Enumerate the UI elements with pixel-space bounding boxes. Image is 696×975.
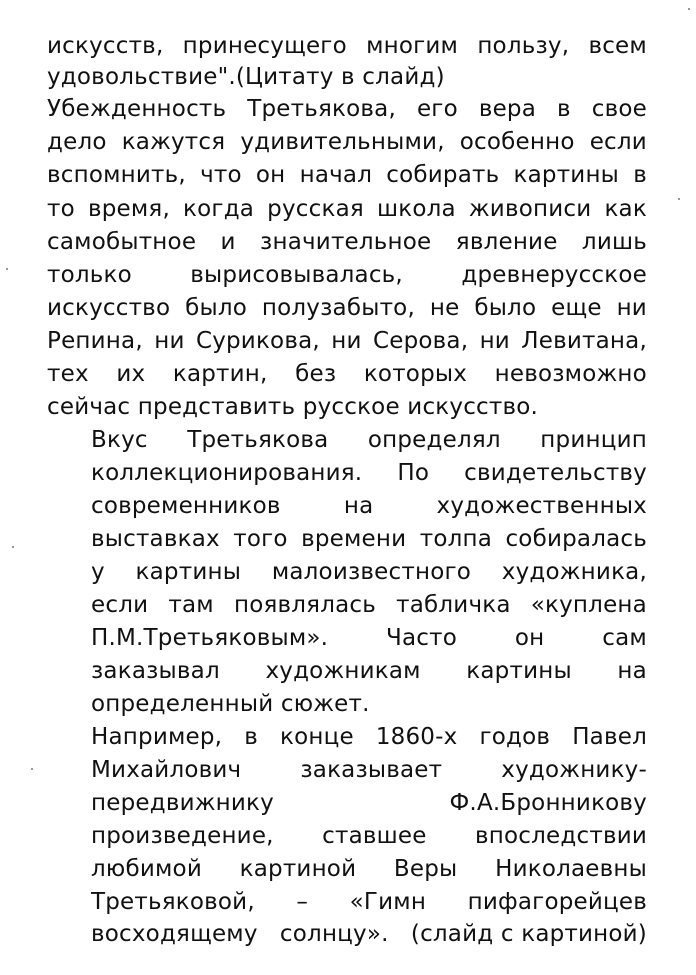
- text-line: [91, 491, 647, 521]
- text-line: [47, 392, 647, 422]
- word: ни: [331, 328, 362, 354]
- word: как: [604, 196, 647, 222]
- word: сам: [602, 625, 647, 651]
- word: было: [185, 295, 248, 321]
- scan-speck: [12, 546, 14, 548]
- text-line: [91, 689, 647, 719]
- word: художнику-: [501, 757, 647, 783]
- word: время,: [87, 196, 170, 222]
- word: Сурикова,: [195, 328, 320, 354]
- text-line: [91, 854, 647, 884]
- word: он: [514, 625, 545, 651]
- text-line: [47, 194, 647, 224]
- word: принесущего: [182, 33, 347, 59]
- word: если: [91, 592, 149, 618]
- word: тех: [47, 361, 89, 387]
- text-line: [91, 557, 647, 587]
- word: Третьякова,: [247, 96, 396, 122]
- text-line: [47, 127, 647, 157]
- word: что: [200, 162, 242, 188]
- word: принцип: [540, 427, 647, 453]
- word: впоследствии: [475, 823, 647, 849]
- word: Третьяковой,: [91, 889, 255, 915]
- word: табличка: [396, 592, 511, 618]
- text-line: [47, 227, 647, 257]
- word: любимой: [91, 856, 202, 882]
- word: Часто: [386, 625, 458, 651]
- word: лишь: [581, 229, 647, 255]
- text-line: [47, 94, 647, 124]
- word: ни: [616, 295, 647, 321]
- word: и: [220, 229, 236, 255]
- word: (слайд с картиной): [410, 921, 647, 947]
- word: на: [343, 493, 374, 519]
- word: дело: [47, 129, 107, 155]
- word: на: [617, 658, 647, 684]
- word: начал: [299, 162, 373, 188]
- word: Павел: [572, 724, 647, 750]
- word: Серова,: [372, 328, 469, 354]
- word: удивительными,: [240, 129, 445, 155]
- word: особенно: [459, 129, 575, 155]
- word: вырисовывалась,: [190, 262, 403, 288]
- word: «куплена: [530, 592, 647, 618]
- word: ни: [479, 328, 510, 354]
- word: там: [168, 592, 214, 618]
- word: картины: [135, 559, 242, 585]
- word: художникам: [265, 658, 421, 684]
- text-line: [47, 359, 647, 389]
- word: Убежденность: [47, 96, 227, 122]
- word: сейчас представить русское искусство.: [47, 394, 539, 420]
- text-line: [91, 590, 647, 620]
- word: когда: [183, 196, 255, 222]
- word: значительное: [260, 229, 432, 255]
- word: «Гимн: [349, 889, 427, 915]
- word: многим: [366, 33, 459, 59]
- word: невозможно: [494, 361, 647, 387]
- word: Ф.А.Бронникову: [449, 790, 647, 816]
- word: картиной: [239, 856, 357, 882]
- word: того: [233, 526, 288, 552]
- text-line: [91, 623, 647, 653]
- word: еще: [551, 295, 602, 321]
- word: его: [416, 96, 458, 122]
- scan-speck: [688, 8, 690, 10]
- text-line: [91, 458, 647, 488]
- word: в: [633, 162, 647, 188]
- word: картин,: [172, 361, 268, 387]
- word: толпа: [419, 526, 493, 552]
- word: он: [255, 162, 286, 188]
- word: появлялась: [233, 592, 376, 618]
- word: не: [429, 295, 460, 321]
- word: без: [295, 361, 337, 387]
- word: заказывал: [91, 658, 220, 684]
- word: П.М.Третьяковым».: [91, 625, 329, 651]
- word: собирать: [386, 162, 500, 188]
- text-line: [47, 260, 647, 290]
- word: картины: [513, 162, 620, 188]
- word: годов: [479, 724, 551, 750]
- word: ставшее: [322, 823, 427, 849]
- word: вера: [478, 96, 537, 122]
- text-line: [91, 788, 647, 818]
- word: только: [47, 262, 132, 288]
- word: у: [91, 559, 105, 585]
- word: Веры: [393, 856, 458, 882]
- word: вспомнить,: [47, 162, 186, 188]
- word: в: [556, 96, 571, 122]
- word: искусств,: [47, 33, 164, 59]
- word: заказывает: [300, 757, 443, 783]
- word: которых: [363, 361, 468, 387]
- word: солнцу».: [279, 921, 389, 947]
- text-line: [47, 326, 647, 356]
- word: конце: [279, 724, 354, 750]
- word: всем: [588, 33, 647, 59]
- scan-speck: [6, 268, 8, 270]
- word: русская: [267, 196, 364, 222]
- word: искусство: [47, 295, 171, 321]
- word: древнерусское: [461, 262, 647, 288]
- text-line: [91, 755, 647, 785]
- word: если: [589, 129, 647, 155]
- word: живописи: [468, 196, 592, 222]
- word: пифагорейцев: [467, 889, 647, 915]
- text-line: [91, 524, 647, 554]
- text-line: [91, 887, 647, 917]
- word: Третьякова: [187, 427, 329, 453]
- word: собиралась: [505, 526, 647, 552]
- text-line: [47, 62, 647, 92]
- word: явление: [455, 229, 558, 255]
- scan-speck: [31, 768, 33, 770]
- word: удовольствие".(Цитату в слайд): [47, 64, 445, 90]
- word: выставках: [91, 526, 220, 552]
- word: современников: [91, 493, 281, 519]
- word: картины: [466, 658, 572, 684]
- word: Михайлович: [91, 757, 242, 783]
- text-line: [47, 31, 647, 61]
- word: малоизвестного: [271, 559, 472, 585]
- word: свидетельству: [464, 460, 647, 486]
- word: Репина,: [47, 328, 143, 354]
- word: в: [244, 724, 258, 750]
- word: Левитана,: [521, 328, 647, 354]
- word: –: [296, 889, 309, 915]
- text-line: [91, 656, 647, 686]
- word: восходящему: [91, 921, 258, 947]
- word: определенный сюжет.: [91, 691, 370, 717]
- word: передвижнику: [91, 790, 274, 816]
- word: 1860-х: [375, 724, 458, 750]
- word: художника,: [501, 559, 647, 585]
- text-line: [91, 722, 647, 752]
- word: то: [47, 196, 75, 222]
- word: полузабыто,: [261, 295, 415, 321]
- text-line: [47, 293, 647, 323]
- text-line: [47, 160, 647, 190]
- word: ни: [154, 328, 185, 354]
- word: кажутся: [121, 129, 226, 155]
- word: времени: [301, 526, 407, 552]
- word: Николаевны: [495, 856, 647, 882]
- text-line: [91, 425, 647, 455]
- word: свое: [591, 96, 647, 122]
- word: пользу,: [477, 33, 570, 59]
- word: было: [474, 295, 537, 321]
- text-line: [91, 821, 647, 851]
- word: определял: [367, 427, 501, 453]
- word: художественных: [436, 493, 647, 519]
- scan-speck: [678, 198, 680, 200]
- word: По: [397, 460, 430, 486]
- word: Например,: [91, 724, 223, 750]
- word: самобытное: [47, 229, 197, 255]
- text-line: [91, 919, 647, 949]
- word: школа: [376, 196, 456, 222]
- word: коллекционирования.: [91, 460, 363, 486]
- word: произведение,: [91, 823, 274, 849]
- word: их: [116, 361, 146, 387]
- word: Вкус: [91, 427, 148, 453]
